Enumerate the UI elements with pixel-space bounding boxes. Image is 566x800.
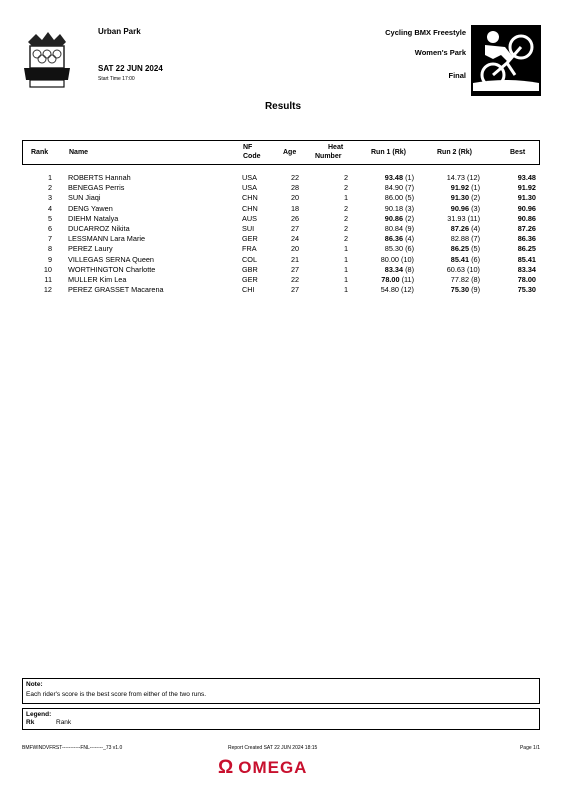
rank: 3 — [47, 193, 52, 203]
age: 21 — [290, 254, 300, 264]
event-sub: Women's Park — [414, 48, 466, 57]
table-row — [22, 224, 540, 234]
age: 27 — [290, 264, 300, 274]
run1-score: 54.80 (12) — [380, 285, 414, 295]
legend-box — [22, 708, 540, 730]
run2-score: 82.88 (7) — [450, 234, 480, 244]
run1-score: 93.48 (1) — [384, 173, 414, 182]
rank: 11 — [44, 274, 52, 284]
rank: 6 — [47, 223, 52, 233]
col-nf-line2: Code — [243, 153, 261, 160]
age: 28 — [290, 183, 300, 193]
age: 22 — [290, 274, 300, 284]
event-date: SAT 22 JUN 2024 — [98, 64, 163, 73]
event-name: Cycling BMX Freestyle — [385, 28, 466, 37]
report-created: Report Created SAT 22 JUN 2024 18:15 — [228, 745, 318, 751]
run1-score: 90.86 (2) — [384, 213, 414, 223]
col-best: Best — [510, 149, 526, 156]
rank: 8 — [47, 244, 52, 254]
rider-name: DENG Yawen — [68, 203, 113, 213]
age: 24 — [290, 234, 300, 244]
run2-score: 90.96 (3) — [450, 203, 480, 213]
nf-code: GBR — [242, 264, 258, 274]
best-score: 86.25 — [517, 244, 536, 254]
rider-name: VILLEGAS SERNA Queen — [68, 254, 154, 264]
best-score: 93.48 — [517, 173, 536, 182]
heat-number: 1 — [343, 285, 348, 295]
table-row — [22, 193, 540, 203]
table-row — [22, 244, 540, 254]
rank: 1 — [47, 173, 52, 182]
nf-code: USA — [242, 183, 258, 193]
nf-code: GER — [242, 234, 258, 244]
nf-code: AUS — [242, 213, 258, 223]
omega-wordmark: OMEGA — [238, 758, 308, 777]
heat-number: 2 — [343, 173, 348, 182]
run2-score: 85.41 (6) — [450, 254, 480, 264]
rank: 4 — [47, 203, 52, 213]
col-heat-line1: Heat — [328, 144, 344, 151]
heat-number: 2 — [343, 223, 348, 233]
best-score: 78.00 — [517, 274, 536, 284]
heat-number: 2 — [343, 203, 348, 213]
venue-name: Urban Park — [98, 27, 141, 36]
heat-number: 2 — [343, 183, 348, 193]
run2-score: 87.26 (4) — [450, 223, 480, 233]
page-title: Results — [264, 101, 302, 112]
rider-name: BENEGAS Perris — [68, 183, 125, 193]
rank: 12 — [43, 285, 52, 295]
run1-score: 83.34 (8) — [384, 264, 414, 274]
rank: 9 — [47, 254, 52, 264]
col-name: Name — [69, 149, 89, 156]
note-text: Each rider's score is the best score from either of the two runs. — [26, 691, 207, 698]
age: 20 — [290, 244, 300, 254]
best-score: 83.34 — [517, 264, 536, 274]
results-table-body — [22, 173, 540, 295]
rider-name: SUN Jiaqi — [68, 193, 101, 203]
best-score: 90.96 — [517, 203, 536, 213]
nf-code: GER — [242, 274, 258, 284]
nf-code: SUI — [242, 223, 255, 233]
run2-score: 77.82 (8) — [450, 274, 480, 284]
run2-score: 14.73 (12) — [446, 173, 480, 182]
rider-name: LESSMANN Lara Marie — [68, 234, 146, 244]
age: 26 — [290, 213, 300, 223]
omega-logo — [218, 756, 348, 780]
nf-code: USA — [242, 173, 258, 182]
run2-score: 60.63 (10) — [446, 264, 480, 274]
run2-score: 91.92 (1) — [450, 183, 480, 193]
heat-number: 2 — [343, 234, 348, 244]
age: 20 — [290, 193, 300, 203]
report-code: BMFWINDVFRST-----------FNL--------_73 v1.0 — [22, 745, 123, 751]
table-row — [22, 214, 540, 224]
run1-score: 86.36 (4) — [384, 234, 414, 244]
run1-score: 80.00 (10) — [380, 254, 414, 264]
event-phase: Final — [448, 71, 466, 80]
heat-number: 1 — [343, 264, 348, 274]
run1-score: 85.30 (6) — [384, 244, 414, 254]
note-box — [22, 678, 540, 704]
olympic-qualifier-series-logo — [22, 30, 72, 88]
table-row — [22, 204, 540, 214]
nf-code: CHI — [242, 285, 255, 295]
best-score: 91.30 — [517, 193, 536, 203]
nf-code: COL — [242, 254, 258, 264]
nf-code: FRA — [242, 244, 257, 254]
rank: 10 — [43, 264, 52, 274]
legend-label: Legend: — [26, 711, 52, 718]
rider-name: WORTHINGTON Charlotte — [68, 264, 156, 274]
heat-number: 1 — [343, 244, 348, 254]
run1-score: 78.00 (11) — [381, 274, 414, 284]
run2-score: 31.93 (11) — [447, 213, 480, 223]
legend-value: Rank — [56, 719, 72, 726]
heat-number: 1 — [343, 193, 348, 203]
rank: 7 — [47, 234, 52, 244]
best-score: 75.30 — [517, 285, 536, 295]
col-age: Age — [283, 149, 297, 156]
best-score: 86.36 — [517, 234, 536, 244]
table-row — [22, 183, 540, 193]
table-row — [22, 234, 540, 244]
age: 22 — [290, 173, 300, 182]
run1-score: 90.18 (3) — [384, 203, 414, 213]
cycling-bmx-freestyle-icon — [471, 25, 541, 96]
best-score: 90.86 — [517, 213, 536, 223]
heat-number: 2 — [343, 213, 348, 223]
age: 27 — [290, 285, 300, 295]
best-score: 91.92 — [517, 183, 536, 193]
table-row — [22, 255, 540, 265]
col-heat-line2: Number — [315, 153, 342, 160]
rider-name: DUCARROZ Nikita — [68, 223, 130, 233]
run2-score: 75.30 (9) — [450, 285, 480, 295]
table-row — [22, 265, 540, 275]
rank: 5 — [47, 213, 52, 223]
col-rank: Rank — [31, 149, 49, 156]
age: 27 — [290, 223, 300, 233]
col-nf-line1: NF — [243, 144, 253, 151]
nf-code: CHN — [242, 203, 258, 213]
run2-score: 91.30 (2) — [450, 193, 480, 203]
rider-name: PEREZ Laury — [68, 244, 113, 254]
table-row — [22, 173, 540, 183]
col-run2: Run 2 (Rk) — [437, 149, 472, 156]
legend-key: Rk — [26, 719, 35, 726]
rider-name: ROBERTS Hannah — [68, 173, 131, 182]
rider-name: MULLER Kim Lea — [68, 274, 127, 284]
table-row — [22, 275, 540, 285]
note-label: Note: — [26, 681, 43, 688]
best-score: 87.26 — [517, 223, 536, 233]
col-run1: Run 1 (Rk) — [371, 149, 406, 156]
omega-icon: Ω — [218, 757, 235, 778]
heat-number: 1 — [343, 274, 348, 284]
rider-name: DIEHM Natalya — [68, 213, 119, 223]
run1-score: 84.90 (7) — [384, 183, 414, 193]
run2-score: 86.25 (5) — [450, 244, 480, 254]
rider-name: PEREZ GRASSET Macarena — [68, 285, 164, 295]
start-time: Start Time 17:00 — [98, 76, 135, 82]
page-number: Page 1/1 — [519, 745, 540, 751]
table-row — [22, 285, 540, 295]
run1-score: 86.00 (5) — [384, 193, 414, 203]
heat-number: 1 — [343, 254, 348, 264]
age: 18 — [290, 203, 300, 213]
rank: 2 — [47, 183, 52, 193]
best-score: 85.41 — [517, 254, 536, 264]
run1-score: 80.84 (9) — [384, 223, 414, 233]
nf-code: CHN — [242, 193, 258, 203]
results-table-header — [22, 140, 540, 165]
